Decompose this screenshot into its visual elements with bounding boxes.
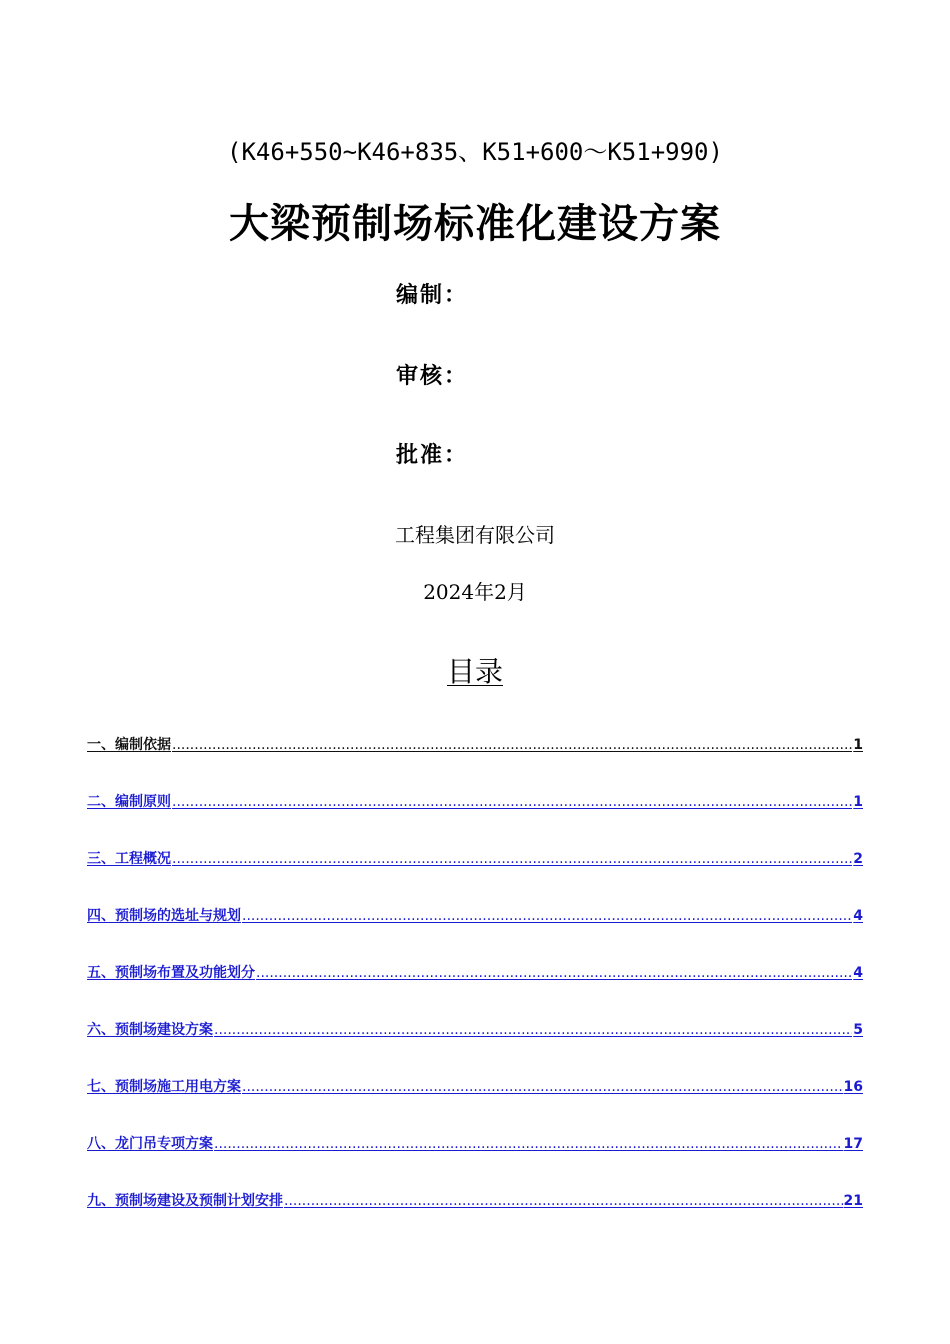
toc-entry-label: 六、预制场建设方案 bbox=[87, 1022, 213, 1038]
toc-leader-dots bbox=[242, 1077, 843, 1097]
toc-leader-dots bbox=[214, 1134, 843, 1154]
toc-entry-page: 1 bbox=[853, 794, 863, 810]
project-section-subtitle: (K46+550~K46+835、K51+600～K51+990) bbox=[227, 138, 723, 166]
compiled-by-label: 编制： bbox=[396, 283, 469, 308]
toc-entry-page: 4 bbox=[853, 908, 863, 924]
toc-leader-dots bbox=[214, 1020, 852, 1040]
toc-heading-text: 目录 bbox=[446, 655, 503, 688]
toc-entry-label: 一、编制依据 bbox=[87, 737, 171, 753]
toc-entry-label: 三、工程概况 bbox=[87, 851, 171, 867]
reviewed-by-label: 审核： bbox=[396, 364, 469, 389]
toc-entry-5[interactable] bbox=[87, 926, 863, 983]
toc-entry-9[interactable] bbox=[87, 1154, 863, 1211]
toc-entry-page: 17 bbox=[843, 1136, 863, 1152]
toc-entry-3[interactable] bbox=[87, 812, 863, 869]
toc-entry-label: 九、预制场建设及预制计划安排 bbox=[87, 1193, 283, 1209]
toc-entry-4[interactable] bbox=[87, 869, 863, 926]
toc-leader-dots bbox=[172, 849, 852, 869]
toc-entry-label: 二、编制原则 bbox=[87, 794, 171, 810]
toc-entry-label: 七、预制场施工用电方案 bbox=[87, 1079, 241, 1095]
toc-entry-1[interactable] bbox=[87, 729, 863, 755]
toc-entry-page: 16 bbox=[843, 1079, 863, 1095]
toc-leader-dots bbox=[284, 1191, 843, 1211]
toc-entry-page: 4 bbox=[853, 965, 863, 981]
toc-entry-page: 5 bbox=[853, 1022, 863, 1038]
toc-leader-dots bbox=[172, 735, 852, 755]
document-date: 2024年2月 bbox=[423, 580, 527, 604]
toc-entry-8[interactable] bbox=[87, 1097, 863, 1154]
toc-heading bbox=[0, 652, 950, 692]
toc-entry-page: 21 bbox=[843, 1193, 863, 1209]
toc-entry-label: 八、龙门吊专项方案 bbox=[87, 1136, 213, 1152]
toc-entry-page: 2 bbox=[853, 851, 863, 867]
approved-by-label: 批准： bbox=[396, 443, 469, 468]
toc-entry-2[interactable] bbox=[87, 755, 863, 812]
table-of-contents bbox=[87, 729, 863, 1211]
toc-entry-7[interactable] bbox=[87, 1040, 863, 1097]
toc-leader-dots bbox=[242, 906, 852, 926]
toc-leader-dots bbox=[256, 963, 852, 983]
toc-entry-page: 1 bbox=[853, 737, 863, 753]
document-title: 大梁预制场标准化建设方案 bbox=[229, 200, 721, 247]
toc-leader-dots bbox=[172, 792, 852, 812]
company-name: 工程集团有限公司 bbox=[395, 523, 555, 547]
toc-entry-label: 四、预制场的选址与规划 bbox=[87, 908, 241, 924]
toc-entry-label: 五、预制场布置及功能划分 bbox=[87, 965, 255, 981]
toc-entry-6[interactable] bbox=[87, 983, 863, 1040]
